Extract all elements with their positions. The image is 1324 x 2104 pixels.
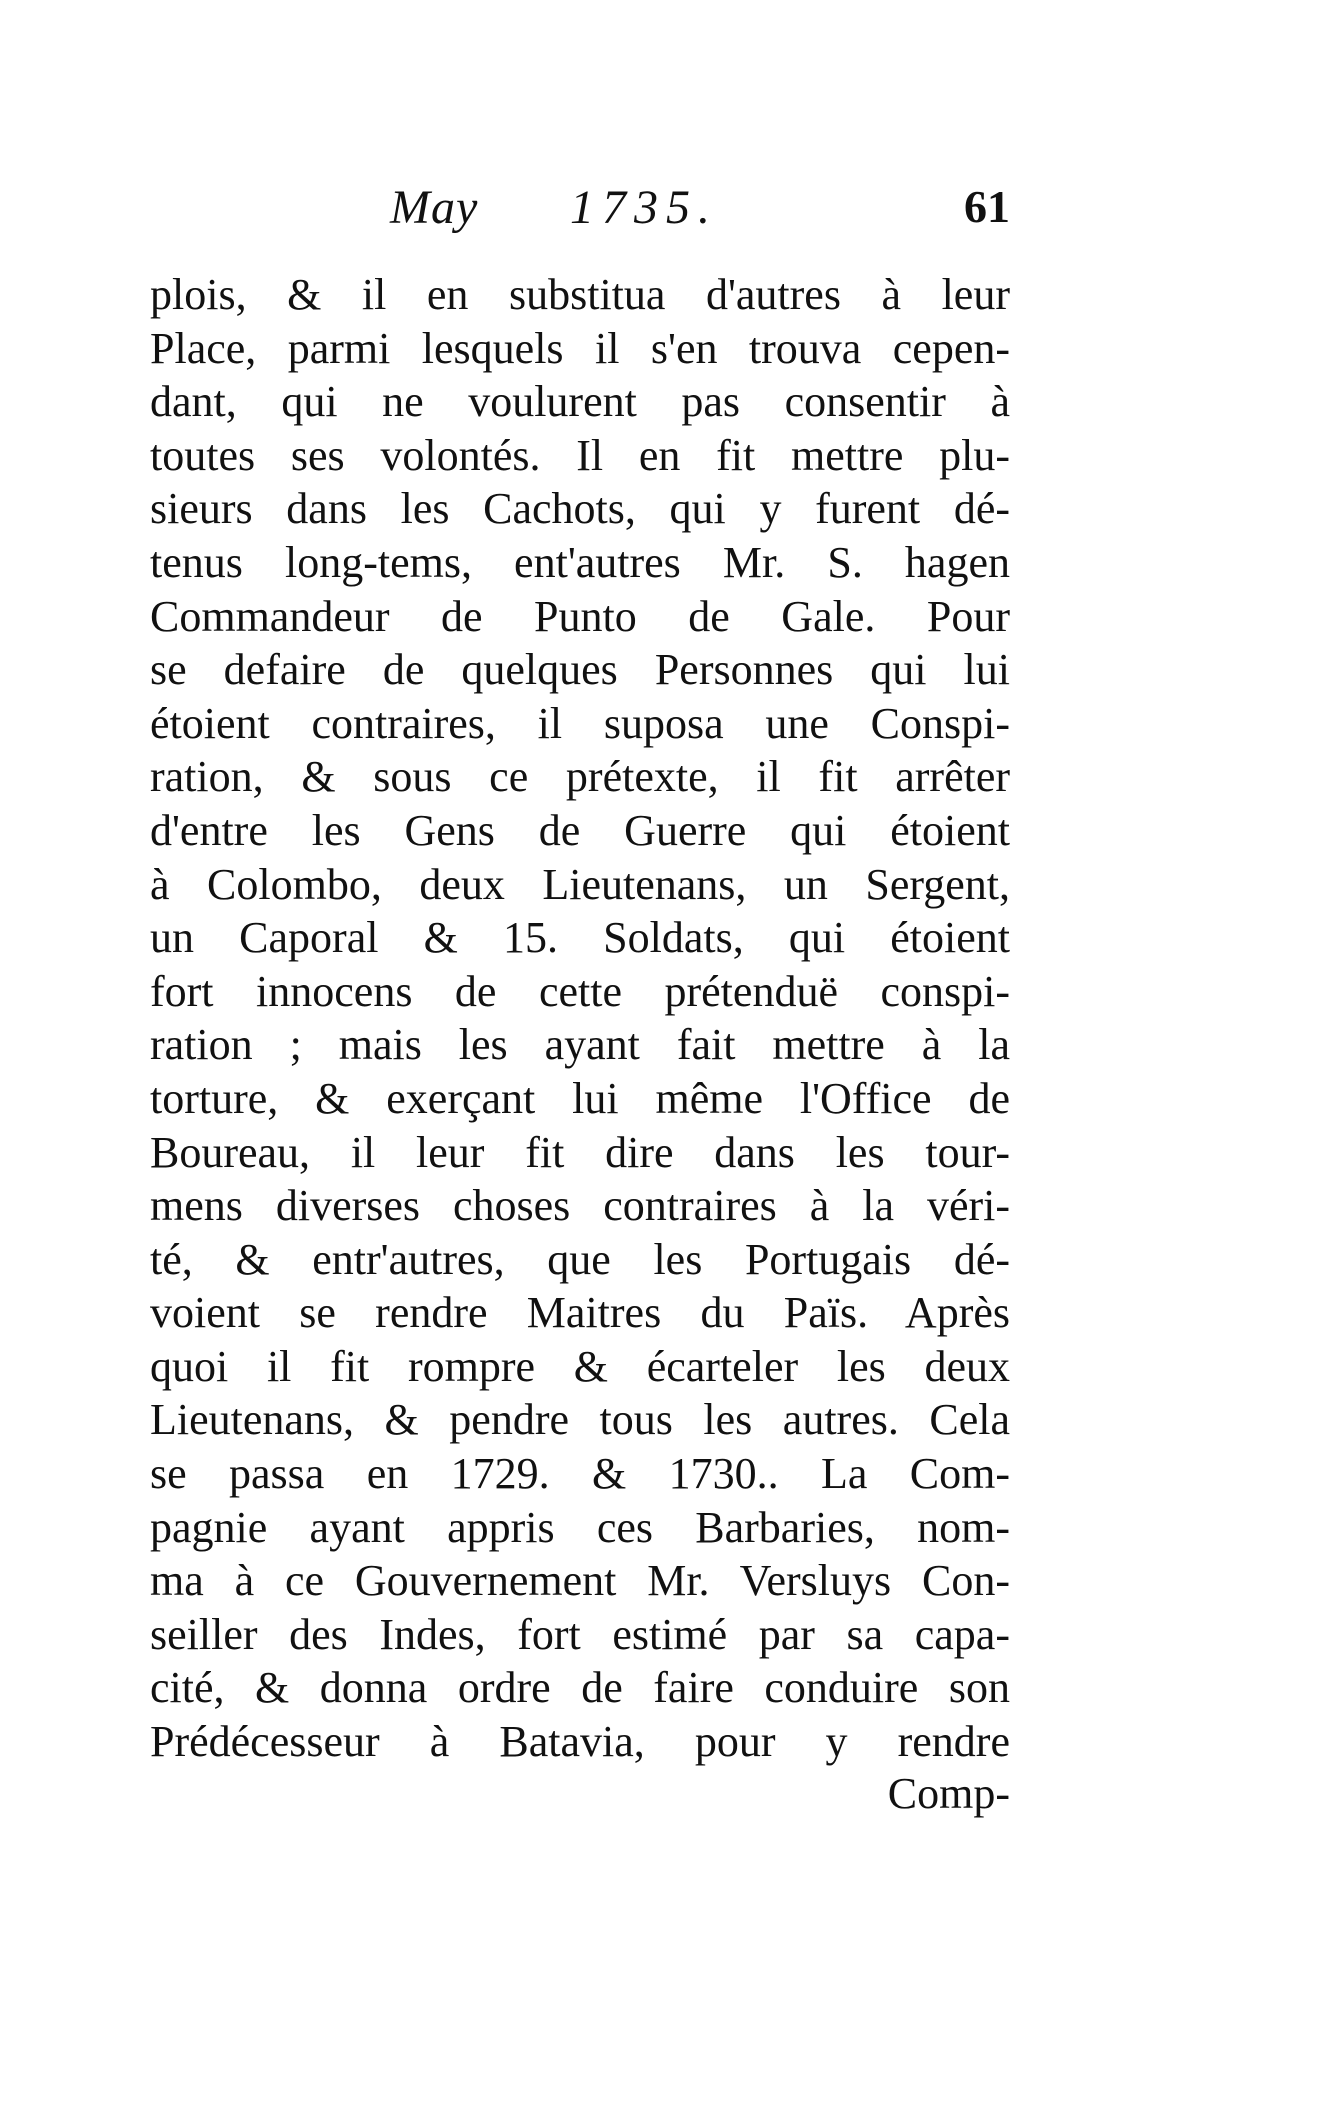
text-line: Commandeur de Punto de Gale. Pour bbox=[150, 591, 1010, 641]
page-number: 61 bbox=[964, 181, 1010, 232]
text-line: Place, parmi lesquels il s'en trouva cepen- bbox=[150, 323, 1010, 373]
text-line: étoient contraires, il suposa une Conspi- bbox=[150, 698, 1010, 748]
body-text bbox=[150, 268, 1010, 1769]
text-line: dant, qui ne voulurent pas consentir à bbox=[150, 377, 1010, 427]
text-line: té, & entr'autres, que les Portugais dé- bbox=[150, 1234, 1010, 1284]
text-line: mens diverses choses contraires à la véri- bbox=[150, 1181, 1010, 1231]
header-title: May bbox=[390, 181, 479, 234]
text-line: pagnie ayant appris ces Barbaries, nom- bbox=[150, 1502, 1010, 1552]
header-year: 1735. bbox=[570, 181, 718, 234]
text-line: sieurs dans les Cachots, qui y furent dé- bbox=[150, 484, 1010, 534]
text-line: Prédécesseur à Batavia, pour y rendre bbox=[150, 1717, 1010, 1767]
text-line: un Caporal & 15. Soldats, qui étoient bbox=[150, 913, 1010, 963]
text-line: se passa en 1729. & 1730.. La Com- bbox=[150, 1449, 1010, 1499]
text-line: cité, & donna ordre de faire conduire son bbox=[150, 1663, 1010, 1713]
text-line: quoi il fit rompre & écarteler les deux bbox=[150, 1341, 1010, 1391]
text-line: Boureau, il leur fit dire dans les tour- bbox=[150, 1127, 1010, 1177]
text-line: seiller des Indes, fort estimé par sa capa- bbox=[150, 1609, 1010, 1659]
text-line: d'entre les Gens de Guerre qui étoient bbox=[150, 805, 1010, 855]
catchword: Comp- bbox=[887, 1769, 1010, 1818]
text-line: ration, & sous ce prétexte, il fit arrêter bbox=[150, 752, 1010, 802]
text-line: Lieutenans, & pendre tous les autres. Cela bbox=[150, 1395, 1010, 1445]
text-line: fort innocens de cette prétenduë conspi- bbox=[150, 966, 1010, 1016]
text-line: plois, & il en substitua d'autres à leur bbox=[150, 270, 1010, 319]
text-line: ration ; mais les ayant fait mettre à la bbox=[150, 1020, 1010, 1070]
text-line: tenus long-tems, ent'autres Mr. S. hagen bbox=[150, 537, 1010, 587]
text-line: toutes ses volontés. Il en fit mettre plu- bbox=[150, 430, 1010, 480]
running-header bbox=[150, 180, 1010, 250]
text-line: voient se rendre Maitres du Païs. Après bbox=[150, 1288, 1010, 1338]
text-line: torture, & exerçant lui même l'Office de bbox=[150, 1073, 1010, 1123]
text-line: à Colombo, deux Lieutenans, un Sergent, bbox=[150, 859, 1010, 909]
text-line: ma à ce Gouvernement Mr. Versluys Con- bbox=[150, 1556, 1010, 1606]
text-line: se defaire de quelques Personnes qui lui bbox=[150, 645, 1010, 695]
